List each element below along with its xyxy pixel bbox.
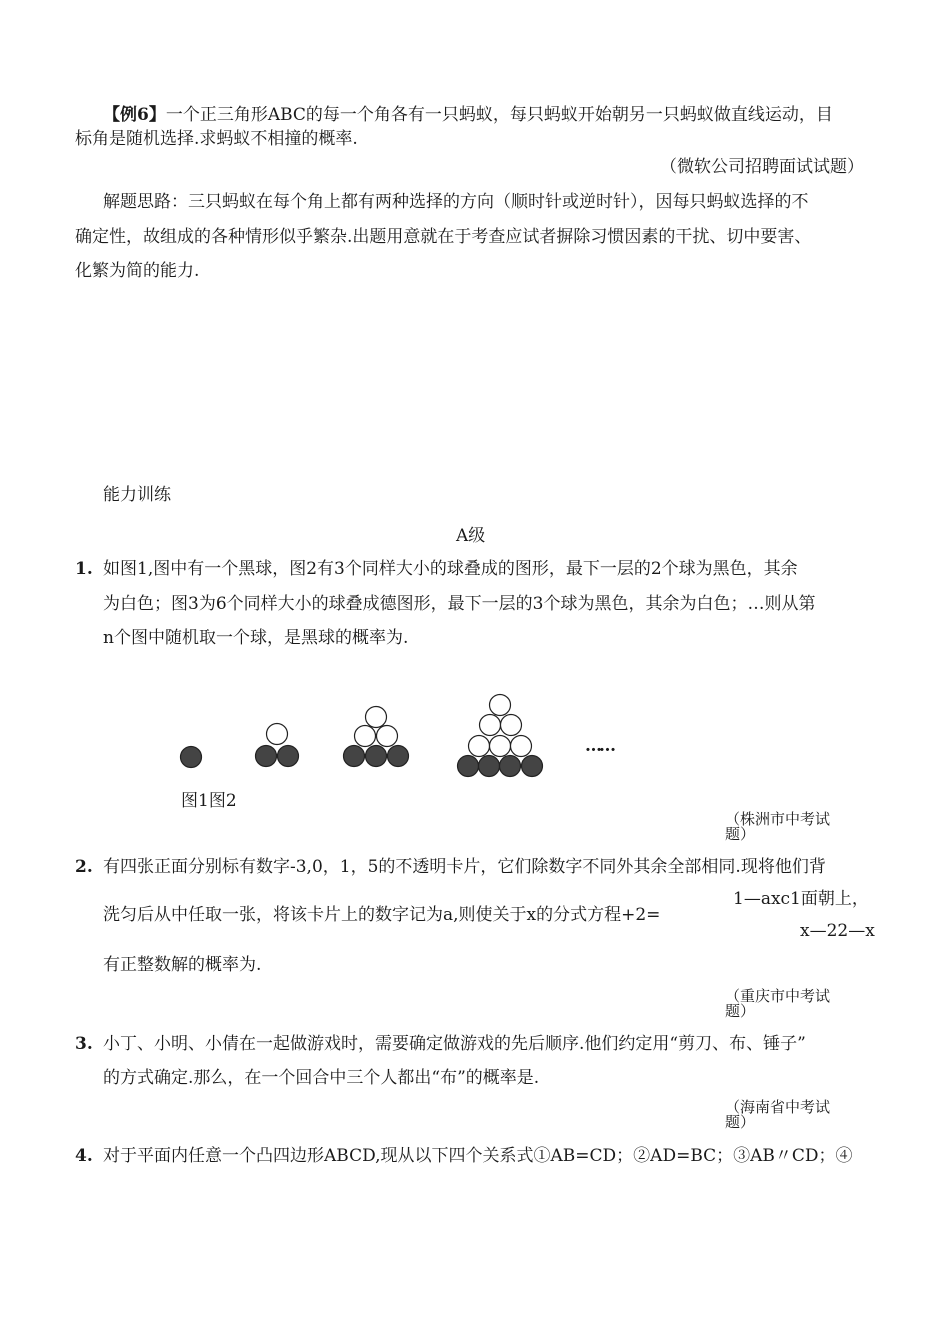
white-ball: [469, 736, 490, 757]
q2-line-2: 洗匀后从中任取一张，将该卡片上的数字记为a,则使关于x的分式方程+2=: [103, 905, 661, 925]
analysis-line-3: 化繁为简的能力.: [75, 261, 200, 281]
figure-1: [181, 747, 202, 768]
q1-source-cont: 题）: [725, 825, 756, 843]
q3-number: 3.: [75, 1034, 93, 1054]
black-ball: [366, 746, 387, 767]
black-ball: [181, 747, 202, 768]
q1-line-1: 如图1,图中有一个黑球，图2有3个同样大小的球叠成的图形，最下一层的2个球为黑色，其余: [103, 559, 798, 579]
ball-figures: [0, 690, 950, 810]
q3-source-cont: 题）: [725, 1113, 756, 1131]
analysis-line-2: 确定性，故组成的各种情形似乎繁杂.出题用意就在于考查应试者摒除习惯因素的干扰、切中要害、: [75, 227, 812, 247]
white-ball: [480, 715, 501, 736]
q4-number: 4.: [75, 1146, 93, 1166]
q2-line-3: 有正整数解的概率为.: [103, 955, 262, 975]
q2-source-cont: 题）: [725, 1002, 756, 1020]
q1-number: 1.: [75, 559, 93, 579]
figure-3: [344, 707, 409, 767]
q3-line-1: 小丁、小明、小倩在一起做游戏时，需要确定做游戏的先后顺序.他们约定用“剪刀、布、锤子”: [103, 1034, 806, 1054]
white-ball: [355, 726, 376, 747]
continuation-dots: ……: [585, 736, 613, 756]
black-ball: [479, 756, 500, 777]
q3-line-2: 的方式确定.那么，在一个回合中三个人都出“布”的概率是.: [103, 1068, 540, 1088]
example-label: 【例6】: [103, 105, 166, 125]
black-ball: [522, 756, 543, 777]
black-ball: [388, 746, 409, 767]
example-6-line-2: 标角是随机选择.求蚂蚁不相撞的概率.: [75, 129, 358, 149]
q2-number: 2.: [75, 857, 93, 877]
level-title: A级: [456, 526, 486, 546]
white-ball: [267, 724, 288, 745]
q3-source: （海南省中考试: [725, 1098, 831, 1116]
q2-line-1: 有四张正面分别标有数字-3,0，1，5的不透明卡片，它们除数字不同外其余全部相同.现将他们背: [103, 857, 826, 877]
example-text-1: 一个正三角形ABC的每一个角各有一只蚂蚁，每只蚂蚁开始朝另一只蚂蚁做直线运动，目: [165, 105, 833, 125]
q4-line-1: 对于平面内任意一个凸四边形ABCD,现从以下四个关系式①AB=CD；②AD=BC；③AB〃CD；④: [103, 1146, 853, 1166]
black-ball: [256, 746, 277, 767]
black-ball: [344, 746, 365, 767]
q2-formula-top: 1—axc1面朝上，: [733, 889, 869, 909]
figure-4: [458, 695, 543, 777]
section-title: 能力训练: [103, 485, 171, 505]
example-6-line-1: [103, 104, 833, 126]
q1-line-2: 为白色；图3为6个同样大小的球叠成德图形，最下一层的3个球为黑色，其余为白色；…则从第: [103, 594, 816, 614]
white-ball: [366, 707, 387, 728]
q2-source: （重庆市中考试: [725, 987, 831, 1005]
analysis-line-1: 解题思路：三只蚂蚁在每个角上都有两种选择的方向（顺时针或逆时针），因每只蚂蚁选择的不: [103, 192, 809, 212]
white-ball: [501, 715, 522, 736]
black-ball: [458, 756, 479, 777]
white-ball: [377, 726, 398, 747]
q1-source: （株洲市中考试: [725, 810, 831, 828]
black-ball: [500, 756, 521, 777]
white-ball: [490, 695, 511, 716]
q1-line-3: n个图中随机取一个球，是黑球的概率为.: [103, 628, 409, 648]
white-ball: [490, 736, 511, 757]
q2-formula-bottom: x—22—x: [800, 921, 875, 941]
example-source: （微软公司招聘面试试题）: [660, 157, 864, 177]
white-ball: [511, 736, 532, 757]
black-ball: [278, 746, 299, 767]
figure-caption: 图1图2: [181, 791, 237, 811]
figure-2: [256, 724, 299, 767]
